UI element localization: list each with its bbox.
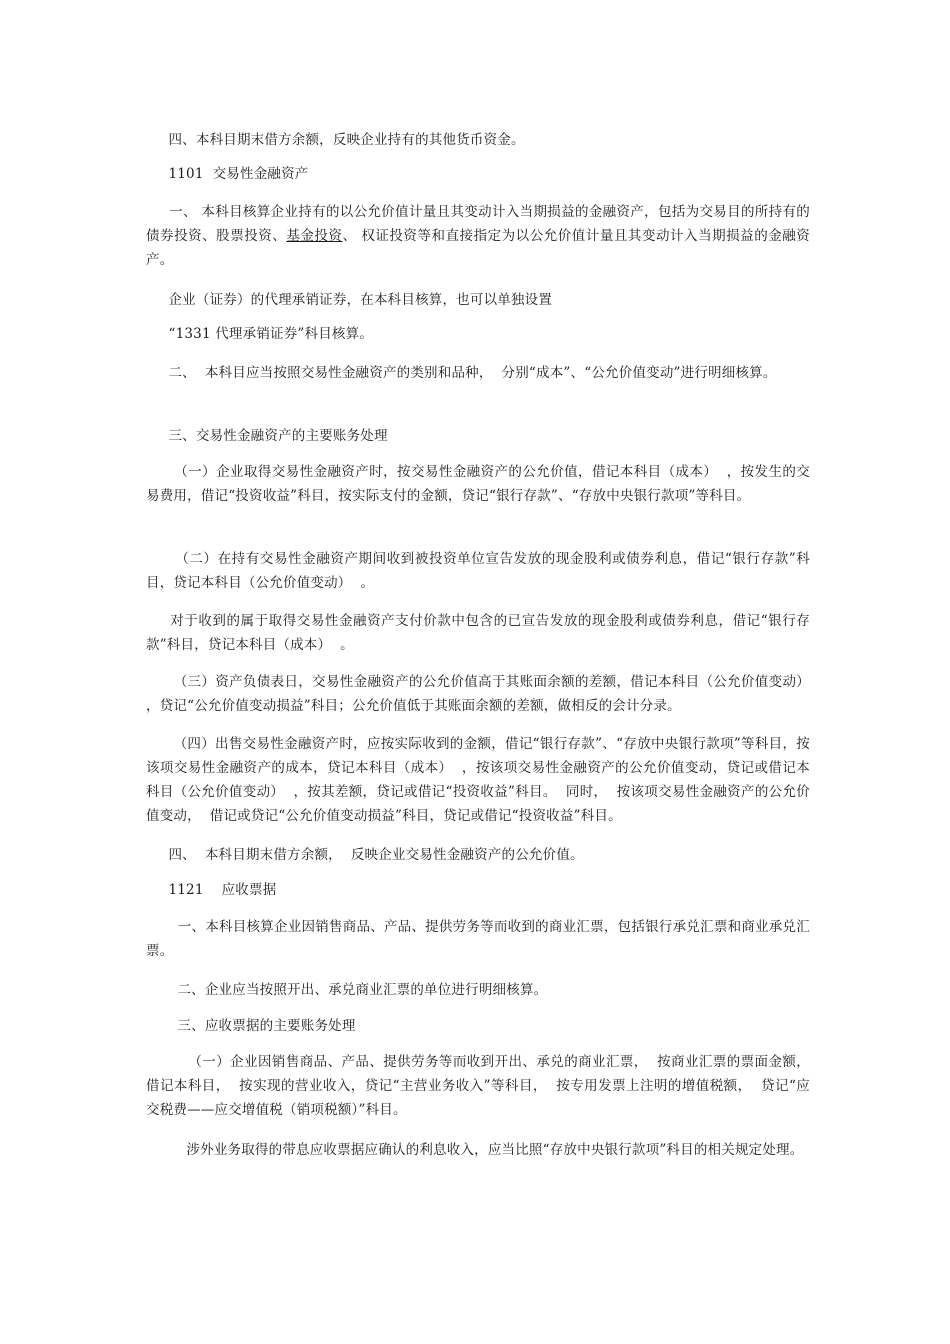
paragraph-notes-receivable-scope: 一、本科目核算企业因销售商品、产品、提供劳务等而收到的商业汇票，包括银行承兑汇票和商业承兑汇票。 <box>146 919 810 959</box>
paragraph-declared-dividends: 对于收到的属于取得交易性金融资产支付价款中包含的已宣告发放的现金股利或债券利息，借记“银行存款”科目，贷记本科目（成本） 。 <box>146 613 810 653</box>
paragraph-balance-sheet-date: （三）资产负债表日，交易性金融资产的公允价值高于其账面余额的差额，借记本科目（公允价值变动） ，贷记“公允价值变动损益”科目；公允价值低于其账面余额的差额，做相反的会计分录。 <box>146 674 819 714</box>
paragraph-acquisition: （一）企业取得交易性金融资产时，按交易性金融资产的公允价值，借记本科目（成本） ，按发生的交易费用，借记“投资收益”科目，按实际支付的金额，贷记“银行存款”、“存放中央银行款项”等科目。 <box>146 464 811 504</box>
paragraph-holding-period-dividends: （二）在持有交易性金融资产期间收到被投资单位宣告发放的现金股利或债券利息，借记“银行存款”科目，贷记本科目（公允价值变动） 。 <box>146 551 810 591</box>
section-heading-1121: 1121 应收票据 <box>168 882 277 898</box>
paragraph-detail-accounting: 二、 本科目应当按照交易性金融资产的类别和品种， 分别“成本”、“公允价值变动”进行明细核算。 <box>168 365 777 381</box>
paragraph-notes-sales: （一）企业因销售商品、产品、提供劳务等而收到开出、承兑的商业汇票， 按商业汇票的票面金额， 借记本科目， 按实现的营业收入，贷记“主营业务收入”等科目， 按专用发票上注明的增值税额， 贷记“应交税费——应交增值税（销项税额）”科目。 <box>146 1054 819 1118</box>
paragraph-underwriting-securities: 企业（证券）的代理承销证券，在本科目核算，也可以单独设置 <box>168 292 553 308</box>
paragraph-foreign-interest: 涉外业务取得的带息应收票据应确认的利息收入，应当比照“存放中央银行款项”科目的相关规定处理。 <box>186 1142 804 1158</box>
fund-investment-link[interactable]: 基金投资 <box>286 228 343 244</box>
paragraph-1331-account: “1331 代理承销证券”科目核算。 <box>168 326 374 342</box>
section-heading-1101: 1101 交易性金融资产 <box>168 166 309 182</box>
paragraph-main-accounting-heading: 三、交易性金融资产的主要账务处理 <box>168 428 388 444</box>
paragraph-1101-scope: 一、 本科目核算企业持有的以公允价值计量且其变动计入当期损益的金融资产，包括为交易目的所持有的债券投资、股票投资、基金投资、 权证投资等和直接指定为以公允价值计量且其变动计入当期损益的金融资产。 <box>146 204 811 268</box>
paragraph-notes-detail: 二、企业应当按照开出、承兑商业汇票的单位进行明细核算。 <box>177 982 548 998</box>
paragraph-notes-main-accounting-heading: 三、应收票据的主要账务处理 <box>177 1018 356 1034</box>
paragraph-disposal: （四）出售交易性金融资产时，应按实际收到的金额，借记“银行存款”、“存放中央银行款项”等科目，按该项交易性金融资产的成本，贷记本科目（成本） ，按该项交易性金融资产的公允价值变动，贷记或借记本科目（公允价值变动） ，按其差额，贷记或借记“投资收益”科目。 同时， 按该项交易性金融资产的公允价值变动， 借记或贷记“公允价值变动损益”科目，贷记或借记“投资收益”科目。 <box>146 736 810 824</box>
paragraph-other-monetary-balance: 四、本科目期末借方余额，反映企业持有的其他货币资金。 <box>168 132 525 148</box>
paragraph-trading-assets-balance: 四、 本科目期末借方余额， 反映企业交易性金融资产的公允价值。 <box>168 847 584 863</box>
